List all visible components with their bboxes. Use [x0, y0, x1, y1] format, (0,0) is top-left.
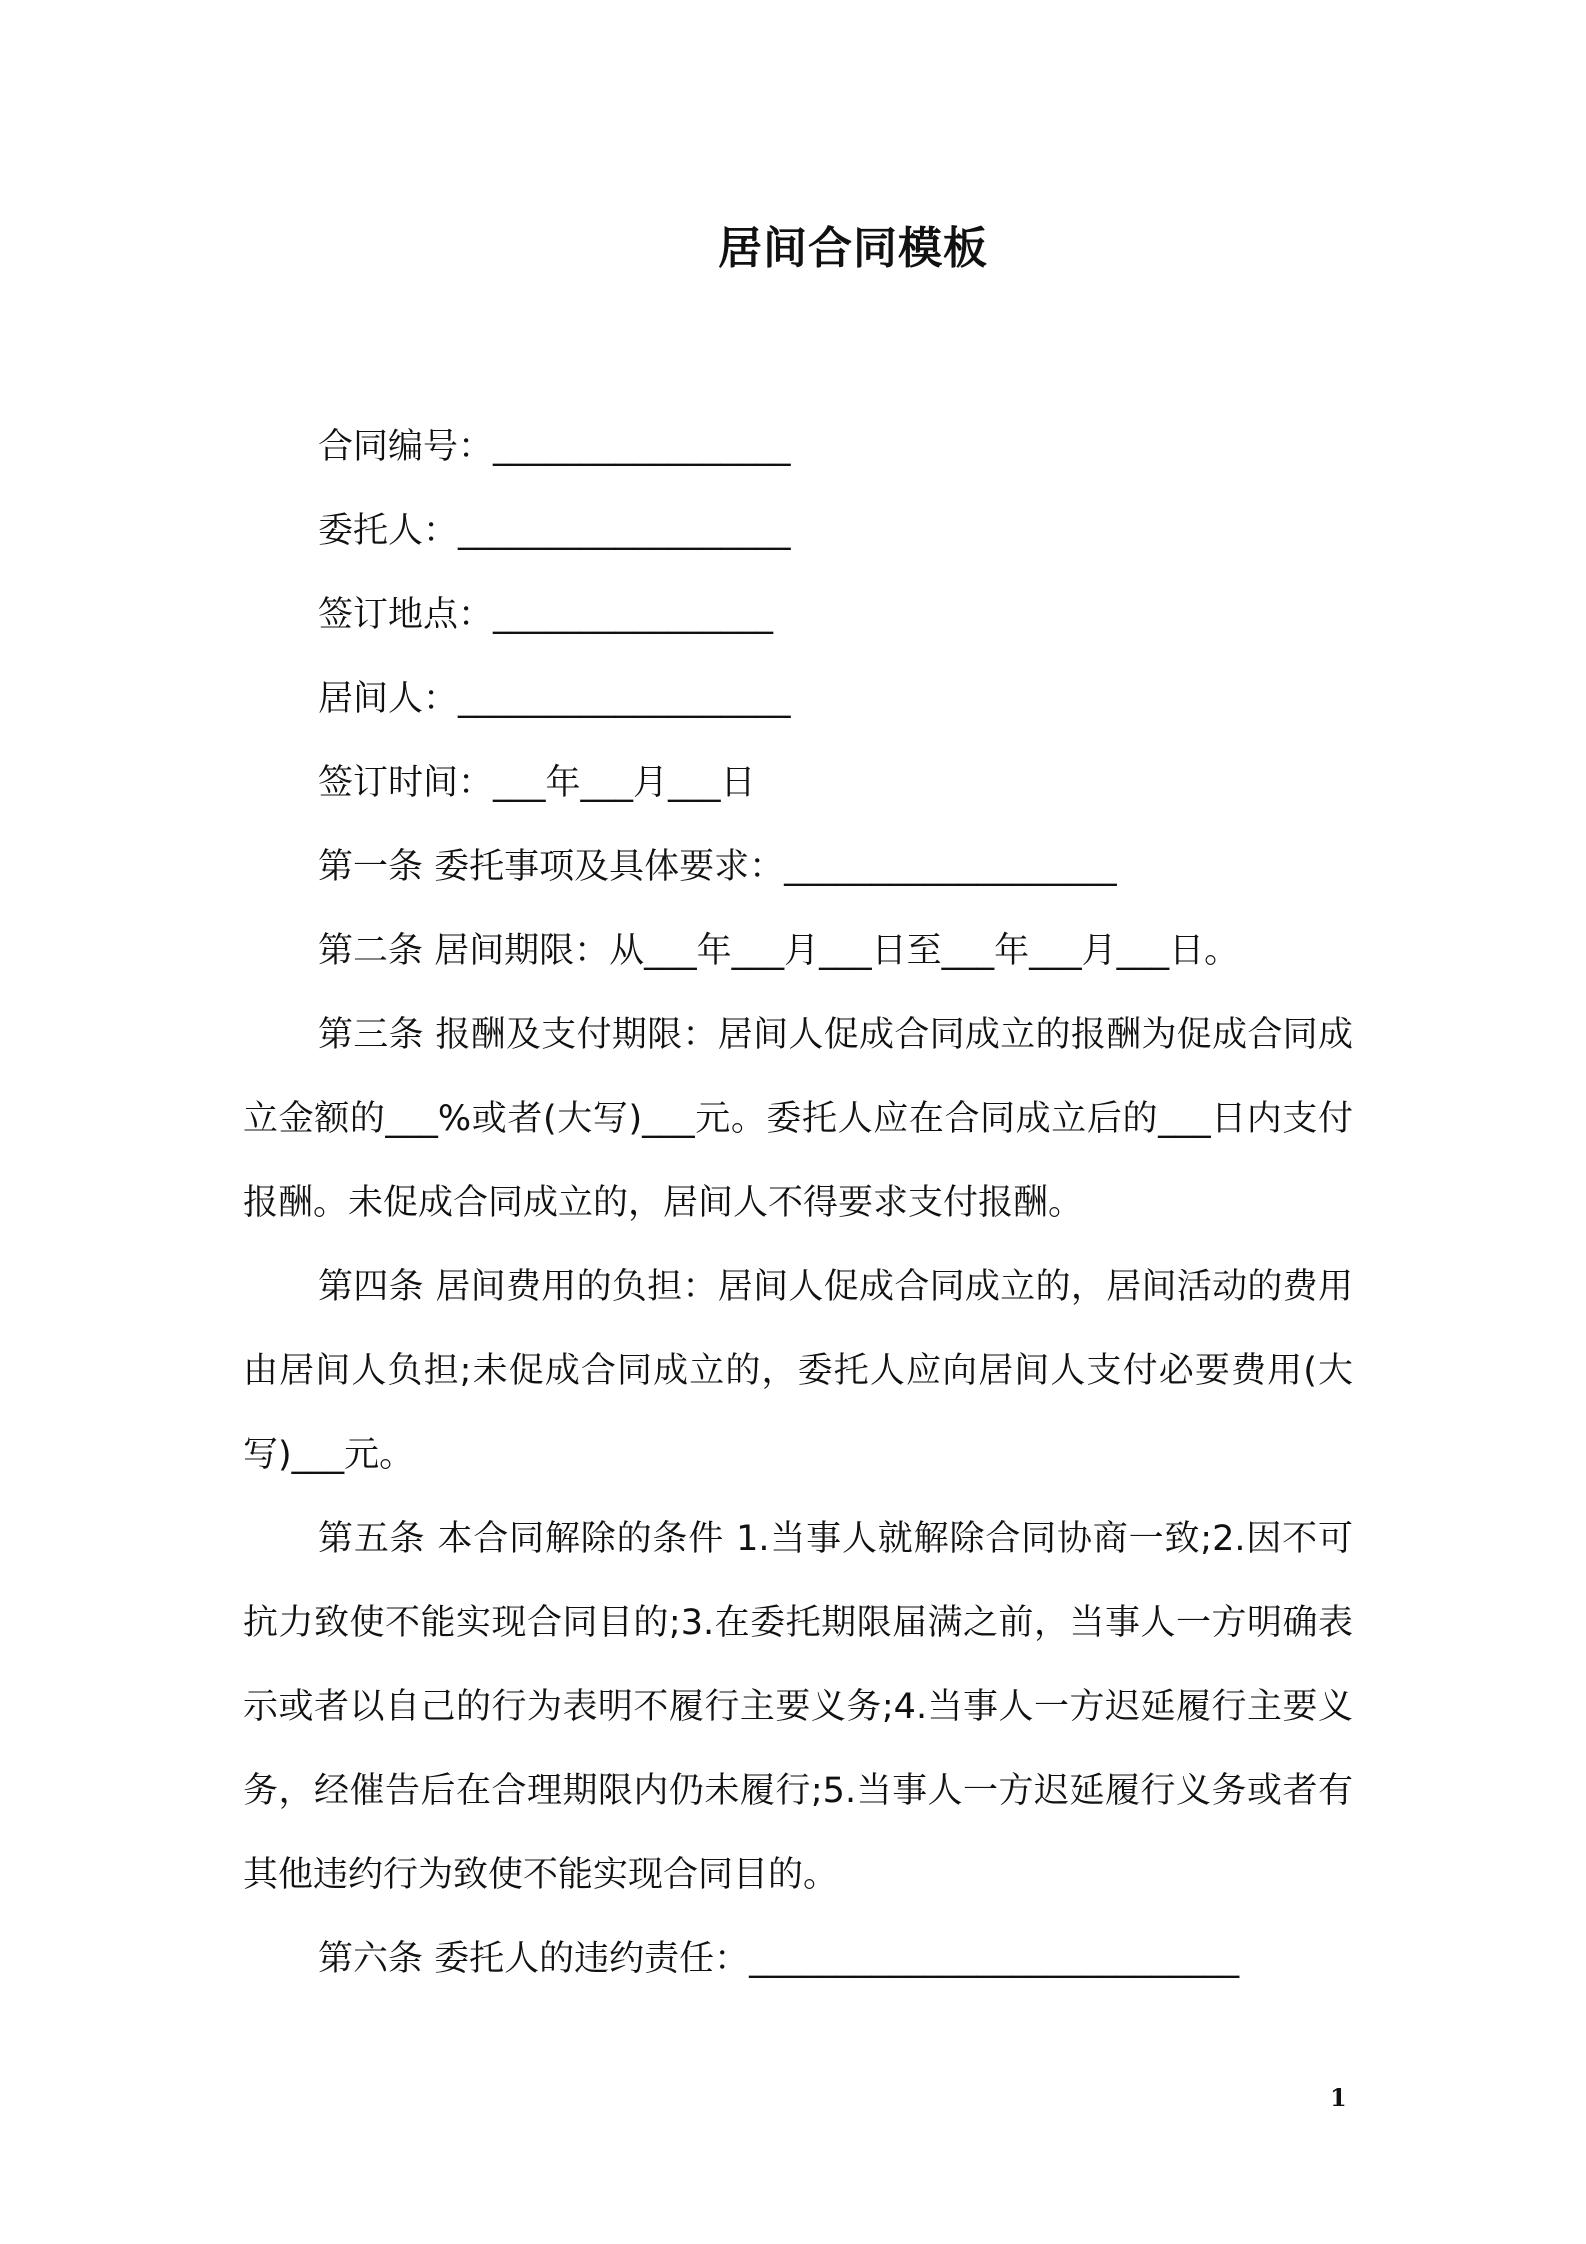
page-number: 1: [1330, 2083, 1347, 2112]
article-1: 第一条 委托事项及具体要求：___________________: [318, 847, 1117, 887]
client-field: 委托人：___________________: [318, 511, 791, 551]
article-6: 第六条 委托人的违约责任：____________________________: [318, 1939, 1240, 1979]
contract-number-field: 合同编号：_________________: [318, 427, 791, 467]
article-4: 第四条 居间费用的负担：居间人促成合同成立的，居间活动的费用由居间人负担;未促成合同成立的，委托人应向居间人支付必要费用(大写)___元。: [243, 1267, 1353, 1475]
article-3: 第三条 报酬及支付期限：居间人促成合同成立的报酬为促成合同成立金额的___%或者(大写)___元。委托人应在合同成立后的___日内支付报酬。未促成合同成立的，居间人不得要求支付报酬。: [243, 1015, 1353, 1223]
document-title: 居间合同模板: [718, 223, 988, 274]
signing-place-field: 签订地点：________________: [318, 595, 774, 635]
intermediary-field: 居间人：___________________: [318, 679, 791, 719]
article-5: 第五条 本合同解除的条件 1.当事人就解除合同协商一致;2.因不可抗力致使不能实现合同目的;3.在委托期限届满之前，当事人一方明确表示或者以自己的行为表明不履行主要义务;4.当事人一方迟延履行主要义务，经催告后在合理期限内仍未履行;5.当事人一方迟延履行义务或者有其他违约行为致使不能实现合同目的。: [243, 1519, 1353, 1895]
signing-date-field: 签订时间：___年___月___日: [318, 763, 756, 803]
article-2: 第二条 居间期限：从___年___月___日至___年___月___日。: [318, 931, 1240, 971]
document-body: [243, 405, 1353, 2001]
